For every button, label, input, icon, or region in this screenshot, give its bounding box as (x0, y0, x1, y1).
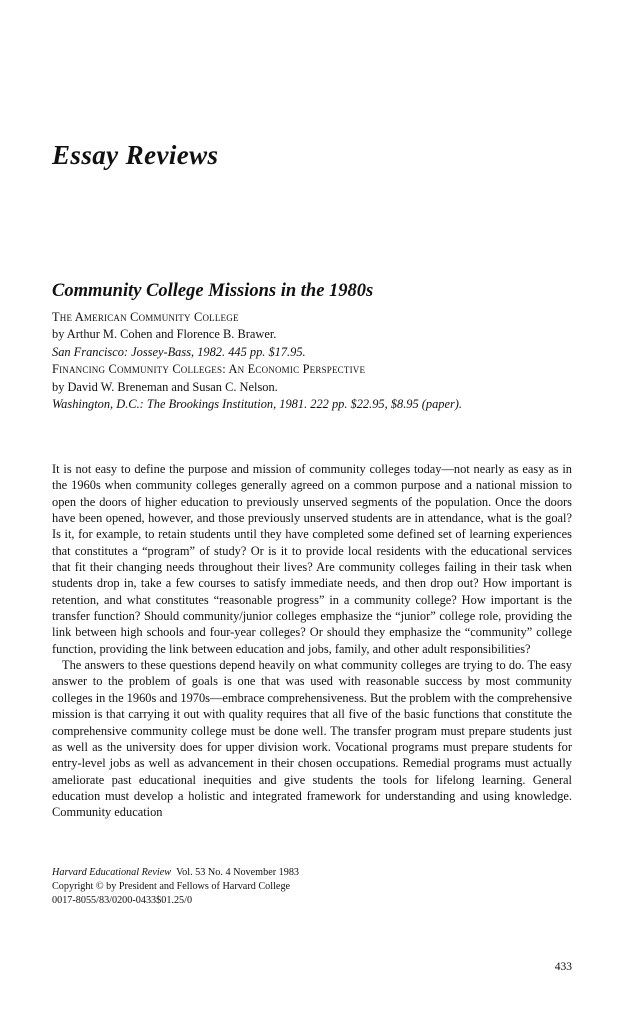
book-authors: by David W. Breneman and Susan C. Nelson. (52, 379, 278, 394)
book-title: The American Community College (52, 310, 239, 324)
body-paragraph: It is not easy to define the purpose and mission of community colleges today—not nearly as easy as in the 1960s when community colleges generally agreed on a common purpose and a national mission to open the doors of higher education to previously unserved segments of the population. Once the doors have been opened, however, and those previously unserved students are in attendance, what is the goal? Is it, for example, to retain students until they have completed some defined set of learning experiences that constitutes a “program” of study? Or is it to provide local residents with the educational services that fit their changing needs throughout their lives? Are community colleges failing in their task when students drop in, take a few courses to satisfy immediate needs, and then drop out? How important is retention, and what constitutes “reasonable progress” in a community college? How important is the transfer function? Should community/junior colleges emphasize the “junior” college role, providing the link between high schools and four-year colleges? Or should they emphasize the “community” college function, providing the link between education and jobs, family, and other adult responsibilities? (52, 462, 572, 656)
page-number: 433 (554, 961, 572, 973)
review-title: Community College Missions in the 1980s (52, 281, 374, 301)
body-paragraph: The answers to these questions depend heavily on what community colleges are trying to do. The easy answer to the problem of goals is one that was used with reasonable success by most community colleges in the 1960s and 1970s—embrace comprehensiveness. But the problem with the comprehensive mission is that carrying it out with quality requires that all five of the basic functions that constitute the comprehensive community college must be done well. The transfer program must prepare students just as well as the university does for upper division work. Vocational programs must prepare students for entry-level jobs as well as advancement in their chosen occupations. Remedial programs must actually ameliorate past educational inequities and give students the tools for lifelong learning. General education must develop a holistic and integrated framework for understanding and using knowledge. Community education (52, 658, 572, 820)
book-title: Financing Community Colleges: An Economic Perspective (52, 362, 366, 377)
journal-citation (52, 866, 299, 880)
book-publication: Washington, D.C.: The Brookings Institution, 1981. 222 pp. $22.95, $8.95 (paper). (52, 397, 463, 412)
book-authors: by Arthur M. Cohen and Florence B. Brawer. (52, 327, 277, 342)
journal-issue: Vol. 53 No. 4 November 1983 (176, 867, 300, 878)
book-publication: San Francisco: Jossey-Bass, 1982. 445 pp. $17.95. (52, 344, 306, 359)
review-body (52, 461, 572, 821)
copyright-line: Copyright © by President and Fellows of Harvard College (52, 881, 291, 892)
article-code: 0017-8055/83/0200-0433$01.25/0 (52, 895, 193, 906)
section-title: Essay Reviews (52, 140, 219, 170)
reviewed-books (52, 309, 572, 413)
journal-footer (52, 866, 299, 908)
journal-name: Harvard Educational Review (52, 867, 172, 878)
